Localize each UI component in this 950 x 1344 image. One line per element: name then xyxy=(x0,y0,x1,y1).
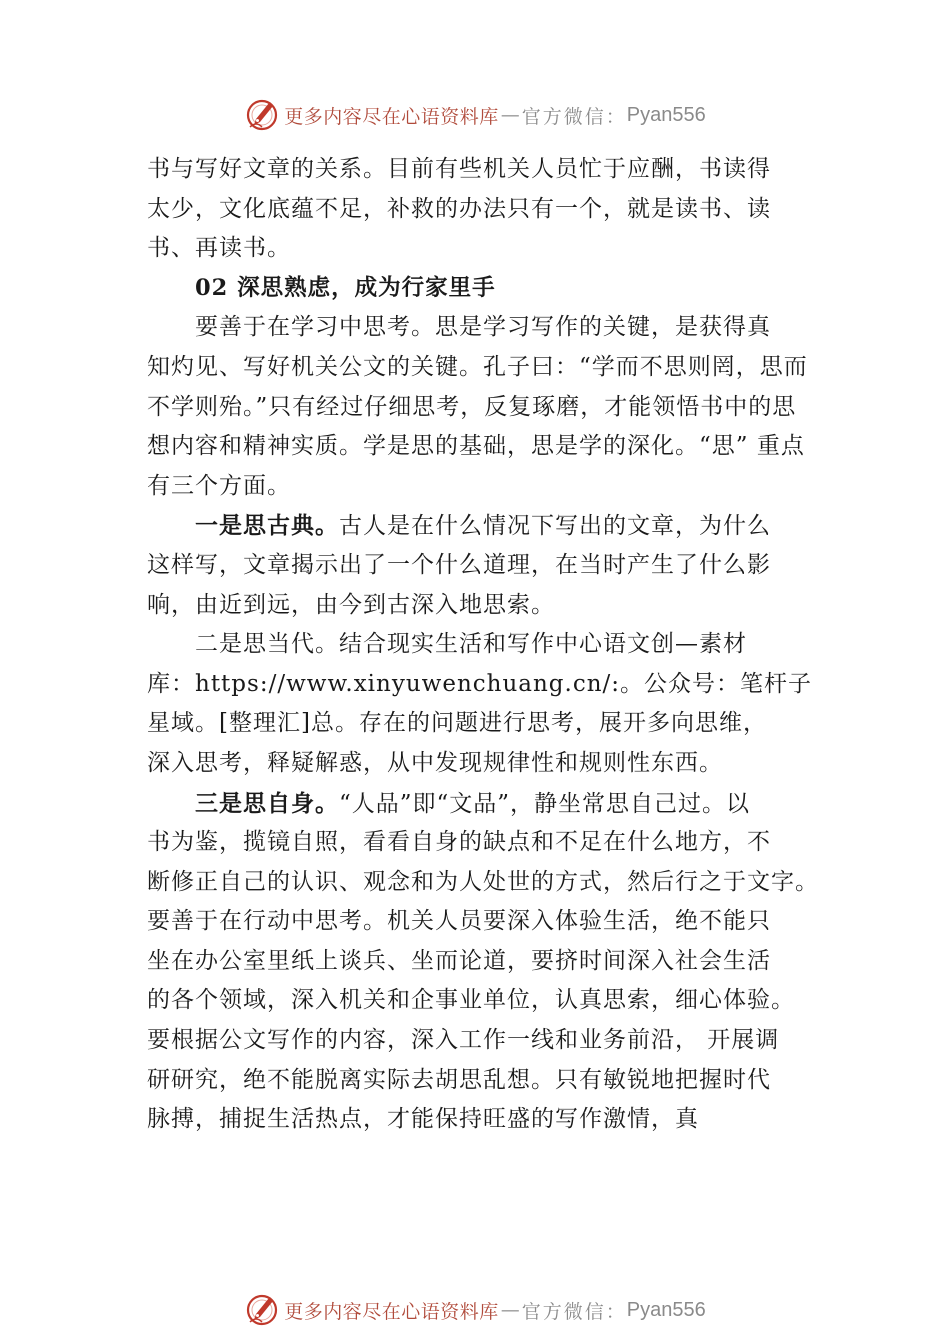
banner-wechat-label: 官方微信： xyxy=(521,105,627,128)
text-line: 书、再读书。 xyxy=(147,235,291,262)
text-line xyxy=(147,506,837,546)
point-text: “人品”即“文品”，静坐常思自己过。以 xyxy=(339,790,751,817)
text-line: 库：https://www.xinyuwenchuang.cn/:。公众号：笔杆子 xyxy=(147,670,813,697)
text-line xyxy=(147,784,837,824)
text-line: 这样写，文章揭示出了一个什么道理，在当时产生了什么影 xyxy=(147,551,771,578)
text-line: 书为鉴，揽镜自照，看看自身的缺点和不足在什么地方，不 xyxy=(147,829,771,856)
pen-nib-logo-icon xyxy=(244,97,280,133)
text-line: 要根据公文写作的内容，深入工作一线和业务前沿， 开展调 xyxy=(147,1027,780,1054)
point-title: 一是思古典。 xyxy=(195,512,339,540)
banner-title: 更多内容尽在心语资料库 xyxy=(284,105,499,128)
text-line: 星域。[整理汇]总。存在的问题进行思考，展开多向思维， xyxy=(147,710,767,737)
text-line: 想内容和精神实质。学是思的基础，思是学的深化。“思” 重点 xyxy=(147,433,805,460)
text-line: 要善于在行动中思考。机关人员要深入体验生活，绝不能只 xyxy=(147,908,771,935)
footer-banner xyxy=(0,1288,950,1332)
banner-wechat-id: Pyan556 xyxy=(626,103,706,126)
banner-title: 更多内容尽在心语资料库 xyxy=(284,1300,499,1323)
text-line: 要善于在学习中思考。思是学习写作的关键，是获得真 xyxy=(195,314,771,341)
text-line: 的各个领域，深入机关和企事业单位，认真思索，细心体验。 xyxy=(147,987,795,1014)
text-line: 脉搏，捕捉生活热点，才能保持旺盛的写作激情，真 xyxy=(147,1106,699,1133)
text-line: 书与写好文章的关系。目前有些机关人员忙于应酬，书读得 xyxy=(147,156,771,182)
point-title: 三是思自身。 xyxy=(195,789,339,817)
text-line: 断修正自己的认识、观念和为人处世的方式，然后行之于文字。 xyxy=(147,868,819,895)
text-line: 不学则殆。”只有经过仔细思考，反复琢磨，才能领悟书中的思 xyxy=(147,393,797,420)
banner-separator: — xyxy=(500,1299,520,1321)
text-line: 有三个方面。 xyxy=(147,472,291,499)
banner-separator: — xyxy=(500,104,520,126)
text-line: 响，由近到远，由今到古深入地思索。 xyxy=(147,591,555,618)
header-banner xyxy=(0,93,950,137)
text-line: 坐在办公室里纸上谈兵、坐而论道，要挤时间深入社会生活 xyxy=(147,947,771,974)
banner-wechat-label: 官方微信： xyxy=(521,1300,627,1323)
text-line: 深入思考，释疑解惑，从中发现规律性和规则性东西。 xyxy=(147,749,723,776)
text-line: 二是思当代。结合现实生活和写作中心语文创—素材 xyxy=(195,631,747,658)
point-text: 古人是在什么情况下写出的文章，为什么 xyxy=(339,513,771,540)
text-line: 太少，文化底蕴不足，补救的办法只有一个，就是读书、读 xyxy=(147,195,771,222)
banner-wechat-id: Pyan556 xyxy=(626,1298,706,1321)
section-heading: 02 深思熟虑，成为行家里手 xyxy=(195,274,496,301)
text-line: 研研究，绝不能脱离实际去胡思乱想。只有敏锐地把握时代 xyxy=(147,1066,771,1093)
pen-nib-logo-icon xyxy=(244,1292,280,1328)
document-body xyxy=(147,150,837,1140)
text-line: 知灼见、写好机关公文的关键。孔子曰：“学而不思则罔，思而 xyxy=(147,353,808,380)
